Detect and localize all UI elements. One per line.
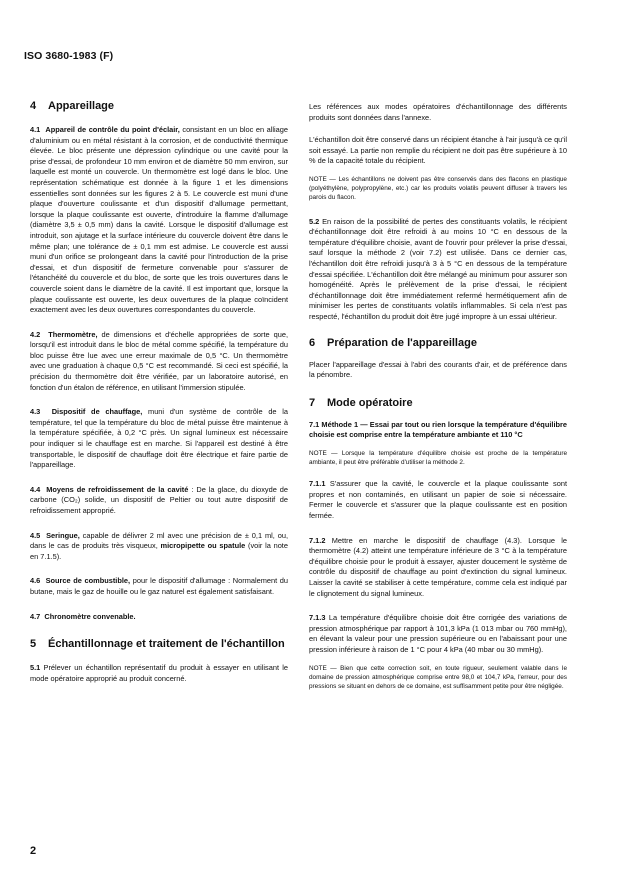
section-7-heading: 7 Mode opératoire [309, 396, 413, 409]
document-header: ISO 3680-1983 (F) [24, 50, 114, 62]
paragraph-4-4: 4.4 Moyens de refroidissement de la cavité : De la glace, du dioxyde de carbone (CO₂) solide, un dispositif de Peltier ou tout autre dispositif de refroidissement approprié. [30, 484, 289, 515]
paragraph-sample-container: L'échantillon doit être conservé dans un récipient étanche à l'air jusqu'à ce qu'il soit essayé. La partie non remplie du récipient ne doit pas être supérieure à 10 % de la capacité totale du récipient. [309, 135, 567, 166]
note-pressure-correction: NOTE — Bien que cette correction soit, en toute rigueur, seulement valable dans le domaine de pression atmosphérique comprise entre 98,0 et 104,7 kPa, l'erreur, pour des pressions se situant en dehors de ce domaine, est suffisamment petite pour être négligée. [309, 664, 567, 691]
paragraph-4-3: 4.3 Dispositif de chauffage, muni d'un système de contrôle de la température, tel que la température du bloc de métal puisse être maintenue à la température spécifiée, à 0,2 °C près. Un signal lumineux est nécessaire pour indiquer si le chauffage est en marche. Si l'appareil est destiné à être transportable, le dispositif de chauffage doit être électrique et faire partie de l'appareillage. [30, 407, 288, 470]
right-column [309, 102, 567, 691]
paragraph-4-6: 4.6 Source de combustible, pour le dispositif d'allumage : Normalement du butane, mais le gaz de houille ou le gaz naturel est également satisfaisant. [30, 576, 289, 596]
left-column [30, 100, 288, 684]
paragraph-4-1: 4.1 Appareil de contrôle du point d'éclair, consistant en un bloc en alliage d'aluminium ou en métal résistant à la corrosion, et de conductivité thermique élevée. Le bloc présente une dépression cylindrique ou une cavité pour la prise d'essai, de profondeur 10 mm environ et de diamètre 50 mm environ, sur laquelle est monté un couvercle. Un thermomètre est logé dans le bloc. Une représentation schématique est donnée à la figure 1 et les dimensions essentielles sont données sur les figures 2 à 5. Le couvercle est muni d'une plaque d'ouverture coulissante et d'un dispositif d'allumage permettant, lorsque la plaque coulissante est ouverte, d'introduire la flamme d'allumage (diamètre 3,5 ± 0,5 mm) dans la cavité. Lorsque le dispositif d'allumage est introduit, son ajutage et la surface intérieure du couvercle doivent être dans le même plan; une tolérance de ± 0,1 mm est admise. Le couvercle est aussi muni d'un orifice se prolongeant dans la cavité pour l'introduction de la prise d'essai, et d'un dispositif de fermeture convenable pour s'assurer de l'étanchéité du couvercle et du bloc, de sorte que les trois ouvertures dans le couvercle soient dans le diamètre de la cavité. Il est important que, lorsque la plaque coulissante est ouverte, les deux ouvertures de la plaque coïncident exactement avec les deux ouvertures correspondantes du couvercle. [30, 125, 289, 315]
paragraph-6: Placer l'appareillage d'essai à l'abri des courants d'air, et de préférence dans la pénombre. [309, 359, 567, 380]
paragraph-4-7: 4.7 Chronomètre convenable. [30, 611, 136, 621]
note-plastic-bottles: NOTE — Les échantillons ne doivent pas être conservés dans des flacons en plastique (polyéthylène, polypropylène, etc.) car les produits volatils peuvent diffuser à travers les parois du flacon. [309, 175, 567, 202]
paragraph-5-1: 5.1 Prélever un échantillon représentatif du produit à essayer en utilisant le mode opératoire approprié au produit concerné. [30, 663, 288, 683]
paragraph-7-1-2: 7.1.2 Mettre en marche le dispositif de chauffage (4.3). Lorsque le thermomètre (4.2) atteint une température inférieure de 3 °C à la température d'équilibre choisie pour le produit à essayer, ajuster doucement le système de contrôle du dispositif de chauffage au point d'extinction du signal lumineux. Laisser la cavité se stabiliser à cette température, comme cela est indiqué par le clignotement du signal lumineux. [309, 535, 567, 598]
paragraph-sampling-references: Les références aux modes opératoires d'échantillonnage des différents produits sont données dans l'annexe. [309, 102, 567, 122]
section-4-heading: 4 Appareillage [30, 100, 115, 112]
paragraph-4-2: 4.2 Thermomètre, de dimensions et d'échelle appropriées de sorte que, lorsqu'il est introduit dans le bloc de métal comme spécifié, la température du bloc puisse être lue avec une erreur maximale de 0,5 °C. Un thermomètre avec une graduation à chaque 0,5 °C est recommandé. Si ceci est spécifié, la précision du thermomètre doit être vérifiée, par un laboratoire autorisé, en fonction d'un étalon de référence, en utilisant l'immersion stipulée. [30, 329, 289, 392]
page-number: 2 [30, 845, 37, 857]
subsection-7-1-title: 7.1 Méthode 1 — Essai par tout ou rien lorsque la température d'équilibre choisie est comprise entre la température ambiante et 110 °C [309, 419, 567, 440]
paragraph-5-2: 5.2 En raison de la possibilité de pertes des constituants volatils, le récipient d'échantillonnage doit être refroidi à au moins 10 °C en dessous de la température d'équilibre choisie, avant de l'ouvrir pour prélever la prise d'essai, sauf lorsque la méthode 2 (voir 7.2) est utilisée. Dans ce dernier cas, l'échantillon doit être refroidi jusqu'à 3 à 5 °C en dessous de la température d'essai spécifiée. L'échantillon doit être mélangé au minimum pour assurer son homogénéité. Après le prélèvement de la prise d'essai, le récipient d'échantillonnage doit être immédiatement refermé hermétiquement afin de minimiser les pertes de constituants volatils inflammables. Si cela n'est pas respecté, l'échantillon du produit doit être jugé impropre à un essai ultérieur. [309, 216, 567, 321]
note-method-2: NOTE — Lorsque la température d'équilibre choisie est proche de la température ambiante, il peut être préférable d'utiliser la méthode 2. [309, 449, 567, 467]
paragraph-4-5: 4.5 Seringue, capable de délivrer 2 ml avec une précision de ± 0,1 ml, ou, dans le cas de produits très visqueux, micropipette ou spatule (voir la note en 7.1.5). [30, 530, 288, 561]
paragraph-7-1-3: 7.1.3 La température d'équilibre choisie doit être corrigée des variations de pression atmosphérique par rapport à 101,3 kPa (1 013 mbar ou 760 mmHg), en élevant la valeur pour une pression supérieure ou en l'abaissant pour une pression inférieure à raison de 1 °C pour 4 kPa (40 mbar ou 30 mmHg). [309, 613, 567, 655]
section-5-heading: 5 Échantillonnage et traitement de l'échantillon [30, 638, 285, 651]
paragraph-7-1-1: 7.1.1 S'assurer que la cavité, le couvercle et la plaque coulissante sont propres et non contaminés, en utilisant un papier de soie si nécessaire. Fermer le couvercle et s'assurer que la plaque coulissante est en position fermée. [309, 479, 567, 521]
section-6-heading: 6 Préparation de l'appareillage [309, 336, 477, 349]
